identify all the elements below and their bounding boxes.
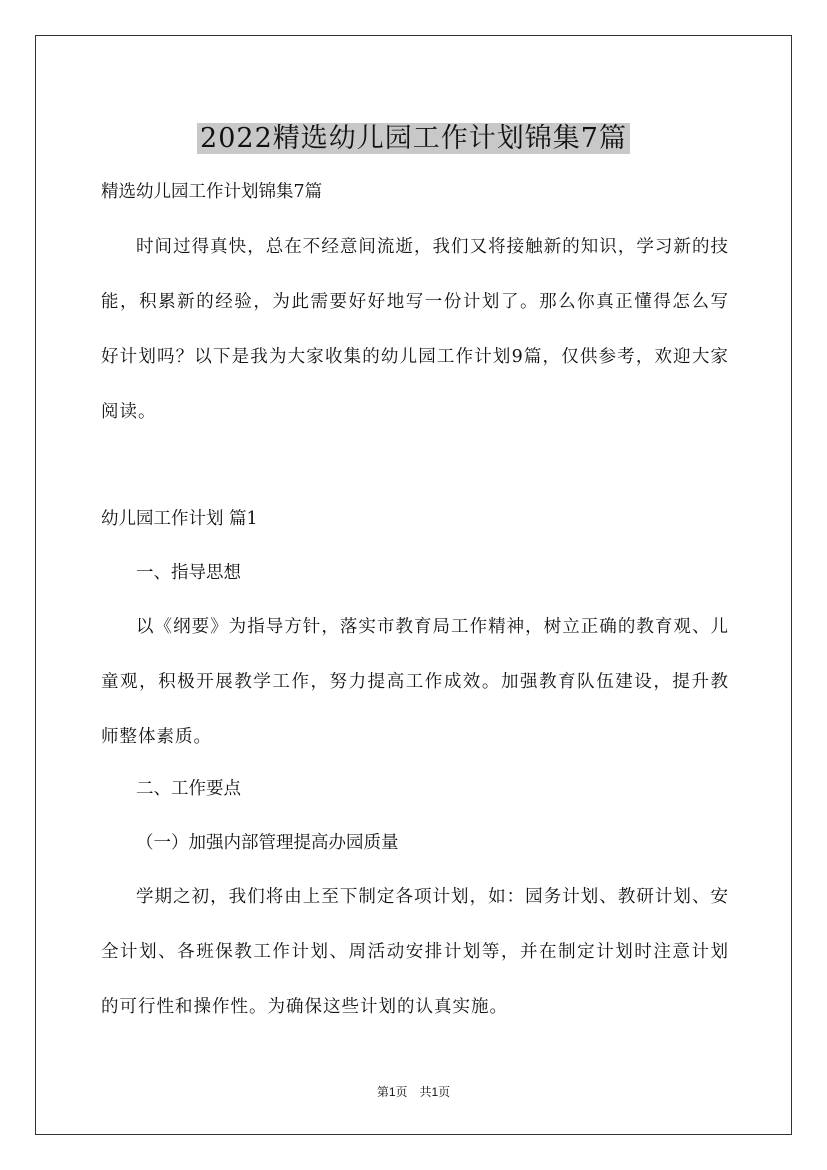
document-subtitle: 精选幼儿园工作计划锦集7篇 bbox=[101, 182, 323, 202]
paragraph-plans: 学期之初，我们将由上至下制定各项计划，如：园务计划、教研计划、安全计划、各班保教工作计划、周活动安排计划等，并在制定计划时注意计划的可行性和操作性。为确保这些计划的认真实施。 bbox=[101, 887, 729, 1017]
paragraph-guiding-ideology: 以《纲要》为指导方针，落实市教育局工作精神，树立正确的教育观、儿童观，积极开展教学工作，努力提高工作成效。加强教育队伍建设，提升教师整体素质。 bbox=[101, 617, 729, 747]
heading-guiding-ideology: 一、指导思想 bbox=[136, 563, 241, 583]
page-footer: 第1页 共1页 bbox=[376, 1085, 451, 1099]
intro-paragraph: 时间过得真快，总在不经意间流逝，我们又将接触新的知识，学习新的技能，积累新的经验，为此需要好好地写一份计划了。那么你真正懂得怎么写好计划吗？以下是我为大家收集的幼儿园工作计划9篇，仅供参考，欢迎大家阅读。 bbox=[101, 237, 729, 422]
document-title bbox=[0, 116, 827, 162]
subheading-internal-management: （一）加强内部管理提高办园质量 bbox=[136, 833, 399, 853]
document-title-text: 2022精选幼儿园工作计划锦集7篇 bbox=[197, 123, 630, 154]
heading-work-points: 二、工作要点 bbox=[136, 779, 241, 799]
section-heading: 幼儿园工作计划 篇1 bbox=[101, 509, 258, 529]
